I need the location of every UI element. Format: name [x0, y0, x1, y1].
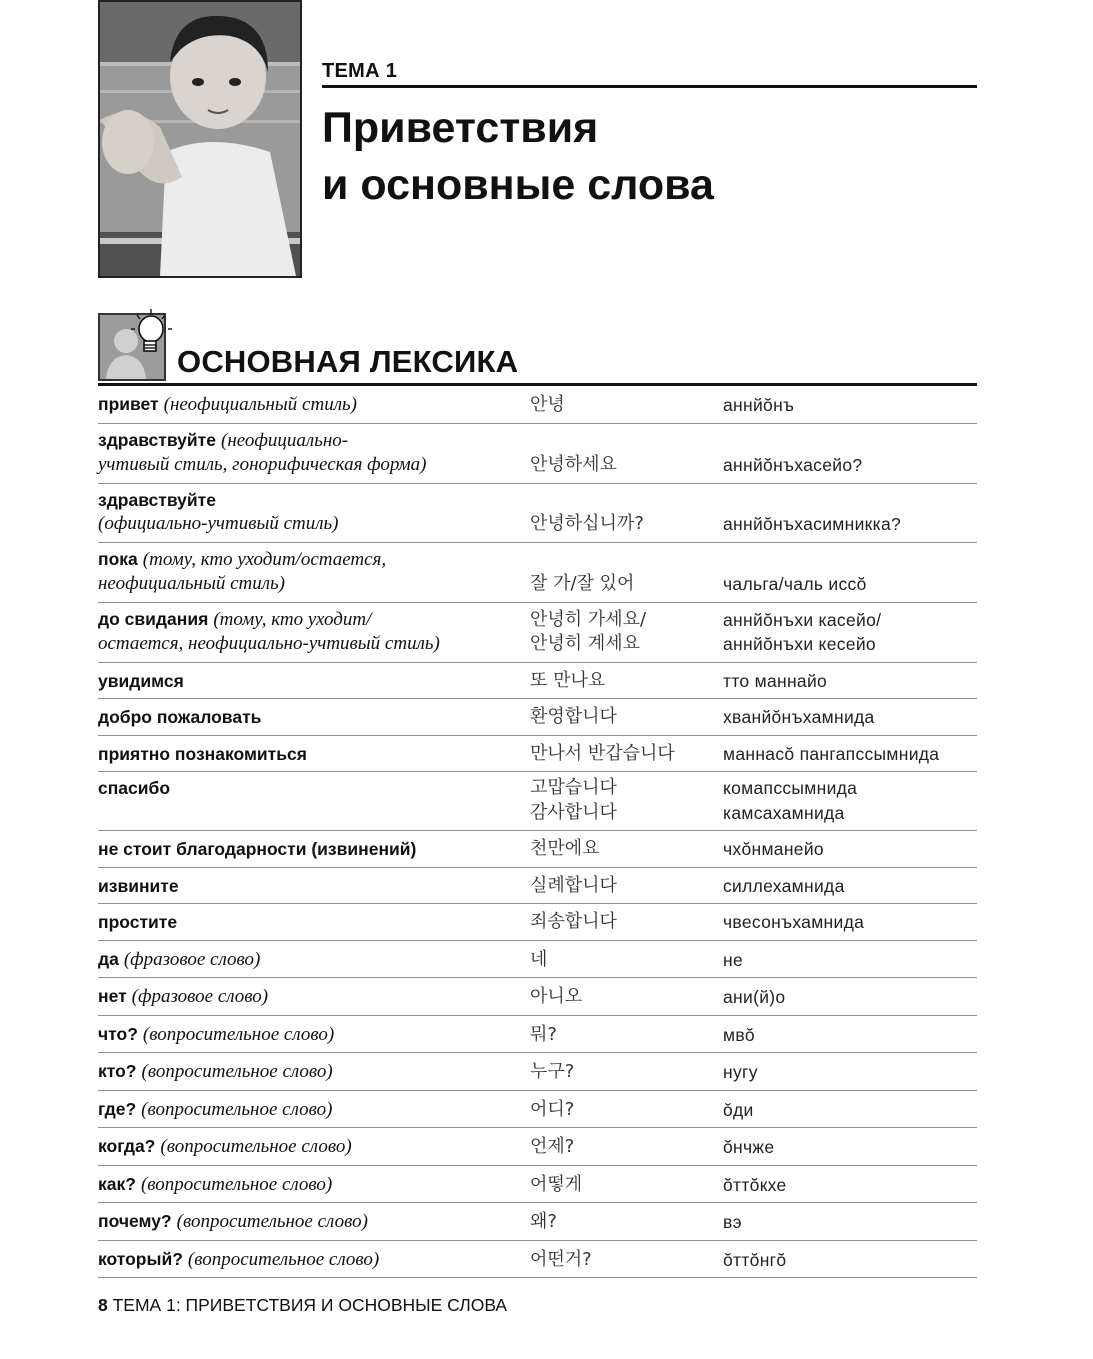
- transcription-text: ŏттŏкхе: [723, 1174, 787, 1195]
- chapter-title-line2: и основные слова: [322, 161, 714, 209]
- transcription-cell: [723, 669, 977, 694]
- russian-cell: [98, 1134, 530, 1160]
- korean-text: 왜?: [530, 1211, 557, 1232]
- transcription-cell: [723, 1209, 977, 1235]
- russian-word: который?: [98, 1248, 183, 1269]
- transcription-text: аннйŏнъхасимникка?: [723, 514, 902, 534]
- russian-cell: [98, 947, 530, 973]
- transcription-cell: [723, 984, 977, 1010]
- table-row: [98, 1091, 977, 1129]
- transcription-text: ŏнчже: [723, 1137, 775, 1157]
- usage-note-continued: учтивый стиль, гонорифическая форма): [98, 454, 427, 475]
- russian-cell: [98, 428, 530, 478]
- transcription-cell: [723, 705, 977, 730]
- transcription-cell: [723, 392, 977, 418]
- korean-cell: [530, 742, 723, 767]
- russian-cell: [98, 547, 530, 597]
- transcription-text: вэ: [723, 1212, 742, 1232]
- korean-cell: [530, 488, 723, 537]
- chapter-title: [322, 100, 714, 214]
- usage-note: (вопросительное слово): [176, 1211, 368, 1232]
- transcription-text: маннасŏ пангапссымнида: [723, 743, 940, 764]
- korean-text: 네: [530, 948, 548, 970]
- russian-cell: [98, 607, 530, 657]
- russian-cell: [98, 1022, 530, 1048]
- transcription-text: аннйŏнъхасейо?: [723, 455, 863, 475]
- table-row: [98, 772, 977, 831]
- transcription-text: камсахамнида: [723, 802, 845, 823]
- korean-text: 감사합니다: [530, 801, 617, 823]
- korean-cell: [530, 1247, 723, 1273]
- usage-note: (неофициально-: [221, 429, 349, 451]
- russian-cell: [98, 705, 530, 730]
- korean-text: 아니오: [530, 986, 583, 1007]
- korean-text: 환영합니다: [530, 706, 617, 727]
- usage-note-continued: остается, неофициально-учтивый стиль): [98, 633, 440, 654]
- usage-note: (неофициальный стиль): [163, 394, 357, 415]
- korean-text: 누구?: [530, 1061, 575, 1082]
- korean-text: 천만에요: [530, 838, 600, 859]
- korean-cell: [530, 607, 723, 657]
- russian-word: до свидания: [98, 608, 209, 629]
- korean-text: 또 만나요: [530, 669, 606, 691]
- transcription-text: чхŏнманейо: [723, 839, 824, 859]
- korean-cell: [530, 705, 723, 730]
- usage-note-continued: (официально-учтивый стиль): [98, 513, 339, 534]
- russian-word: здравствуйте: [98, 489, 216, 510]
- korean-cell: [530, 947, 723, 973]
- transcription-cell: [723, 1172, 977, 1198]
- transcription-text: нугу: [723, 1062, 758, 1082]
- table-row: [98, 1128, 977, 1166]
- korean-cell: [530, 1134, 723, 1160]
- transcription-cell: [723, 1134, 977, 1160]
- korean-cell: [530, 874, 723, 899]
- table-row: [98, 1203, 977, 1241]
- table-row: [98, 1241, 977, 1279]
- russian-word: простите: [98, 912, 178, 932]
- russian-word: спасибо: [98, 778, 171, 798]
- transcription-text: тто маннайо: [723, 670, 828, 691]
- transcription-cell: [723, 1059, 977, 1085]
- table-row: [98, 831, 977, 868]
- korean-text: 안녕히 계세요: [530, 633, 641, 654]
- usage-note: (тому, кто уходит/остается,: [142, 548, 387, 570]
- table-row: [98, 941, 977, 979]
- russian-cell: [98, 1172, 530, 1198]
- korean-text: 어디?: [530, 1098, 575, 1120]
- russian-word: приятно познакомиться: [98, 743, 307, 764]
- usage-note-continued: неофициальный стиль): [98, 573, 285, 594]
- russian-cell: [98, 1209, 530, 1235]
- child-waving-photo: [100, 2, 300, 276]
- page-footer: [98, 1295, 507, 1316]
- korean-text: 안녕히 가세요/: [530, 608, 647, 630]
- russian-cell: [98, 1097, 530, 1123]
- russian-cell: [98, 984, 530, 1010]
- russian-cell: [98, 837, 530, 862]
- usage-note: (вопросительное слово): [160, 1136, 352, 1157]
- usage-note: (вопросительное слово): [140, 1173, 333, 1195]
- table-row: [98, 386, 977, 424]
- russian-word: пока: [98, 548, 138, 569]
- korean-cell: [530, 1209, 723, 1235]
- table-row: [98, 484, 977, 543]
- table-row: [98, 868, 977, 905]
- russian-cell: [98, 874, 530, 899]
- korean-cell: [530, 837, 723, 862]
- table-row: [98, 424, 977, 484]
- russian-cell: [98, 669, 530, 694]
- usage-note: (вопросительное слово): [141, 1061, 333, 1082]
- russian-cell: [98, 1247, 530, 1273]
- usage-note: (фразовое слово): [123, 948, 261, 970]
- russian-word: извините: [98, 875, 179, 896]
- russian-word: когда?: [98, 1136, 156, 1156]
- usage-note: (вопросительное слово): [142, 1023, 335, 1045]
- russian-cell: [98, 910, 530, 935]
- transcription-text: аннйŏнъхи касейо/: [723, 609, 882, 630]
- korean-cell: [530, 669, 723, 694]
- transcription-text: аннйŏнъхи кесейо: [723, 634, 876, 654]
- page-number: 8: [98, 1295, 108, 1315]
- korean-text: 어떤거?: [530, 1248, 592, 1270]
- chapter-title-line1: Приветствия: [322, 104, 599, 152]
- korean-cell: [530, 547, 723, 597]
- transcription-cell: [723, 1247, 977, 1273]
- korean-text: 죄송합니다: [530, 911, 617, 932]
- korean-text: 고맙습니다: [530, 777, 617, 798]
- russian-word: увидимся: [98, 670, 184, 691]
- korean-text: 안녕: [530, 394, 565, 415]
- transcription-cell: [723, 837, 977, 862]
- transcription-cell: [723, 547, 977, 597]
- russian-word: как?: [98, 1173, 136, 1194]
- transcription-text: ани(й)о: [723, 987, 786, 1007]
- korean-text: 만나서 반갑습니다: [530, 742, 675, 764]
- korean-cell: [530, 1059, 723, 1085]
- korean-cell: [530, 776, 723, 825]
- korean-text: 잘 가/잘 있어: [530, 573, 635, 594]
- transcription-text: чальга/чаль иссŏ: [723, 574, 867, 594]
- transcription-cell: [723, 1097, 977, 1123]
- korean-text: 언제?: [530, 1136, 575, 1157]
- transcription-text: ŏттŏнгŏ: [723, 1249, 787, 1270]
- korean-cell: [530, 1022, 723, 1048]
- running-title: ТЕМА 1: ПРИВЕТСТВИЯ И ОСНОВНЫЕ СЛОВА: [112, 1295, 508, 1315]
- korean-cell: [530, 984, 723, 1010]
- russian-cell: [98, 392, 530, 418]
- usage-note: (вопросительное слово): [141, 1098, 333, 1120]
- table-row: [98, 904, 977, 941]
- russian-cell: [98, 1059, 530, 1085]
- korean-text: 어떻게: [530, 1173, 583, 1195]
- korean-cell: [530, 1097, 723, 1123]
- russian-cell: [98, 776, 530, 825]
- table-row: [98, 1166, 977, 1204]
- table-row: [98, 603, 977, 663]
- russian-cell: [98, 488, 530, 537]
- transcription-cell: [723, 742, 977, 767]
- russian-word: да: [98, 948, 119, 969]
- chapter-label: ТЕМА 1: [322, 60, 398, 82]
- table-row: [98, 543, 977, 603]
- table-row: [98, 736, 977, 773]
- transcription-text: силлехамнида: [723, 875, 845, 896]
- russian-word: добро пожаловать: [98, 707, 262, 727]
- russian-word: почему?: [98, 1211, 172, 1231]
- usage-note: (тому, кто уходит/: [213, 608, 372, 630]
- transcription-cell: [723, 1022, 977, 1048]
- transcription-cell: [723, 776, 977, 825]
- table-row: [98, 978, 977, 1016]
- korean-cell: [530, 1172, 723, 1198]
- transcription-cell: [723, 947, 977, 973]
- person-with-lightbulb-icon: [98, 305, 174, 381]
- table-row: [98, 1053, 977, 1091]
- chapter-divider: [322, 85, 977, 88]
- transcription-text: ŏди: [723, 1099, 754, 1120]
- russian-word: кто?: [98, 1061, 137, 1081]
- russian-word: нет: [98, 986, 127, 1006]
- korean-cell: [530, 910, 723, 935]
- korean-text: 뭐?: [530, 1023, 557, 1045]
- usage-note: (вопросительное слово): [187, 1248, 380, 1270]
- transcription-cell: [723, 428, 977, 478]
- russian-word: что?: [98, 1023, 138, 1044]
- usage-note: (фразовое слово): [131, 986, 269, 1007]
- russian-cell: [98, 742, 530, 767]
- transcription-text: хванйŏнъхамнида: [723, 707, 875, 727]
- table-row: [98, 1016, 977, 1054]
- russian-word: здравствуйте: [98, 429, 216, 450]
- section-title: ОСНОВНАЯ ЛЕКСИКА: [177, 344, 519, 379]
- korean-text: 실례합니다: [530, 874, 617, 896]
- korean-text: 안녕하십니까?: [530, 513, 644, 534]
- transcription-text: чвесонъхамнида: [723, 912, 865, 932]
- korean-text: 안녕하세요: [530, 454, 617, 475]
- russian-word: привет: [98, 394, 159, 414]
- transcription-text: не: [723, 949, 743, 970]
- russian-word: не стоит благодарности (извинений): [98, 839, 417, 859]
- transcription-cell: [723, 488, 977, 537]
- transcription-text: аннйŏнъ: [723, 395, 795, 415]
- transcription-text: комапссымнида: [723, 778, 858, 798]
- transcription-cell: [723, 607, 977, 657]
- vocabulary-table: [98, 386, 977, 1278]
- korean-cell: [530, 392, 723, 418]
- korean-cell: [530, 428, 723, 478]
- transcription-cell: [723, 874, 977, 899]
- transcription-text: мвŏ: [723, 1024, 755, 1045]
- table-row: [98, 699, 977, 736]
- chapter-photo: [98, 0, 302, 278]
- table-row: [98, 663, 977, 700]
- russian-word: где?: [98, 1098, 137, 1119]
- transcription-cell: [723, 910, 977, 935]
